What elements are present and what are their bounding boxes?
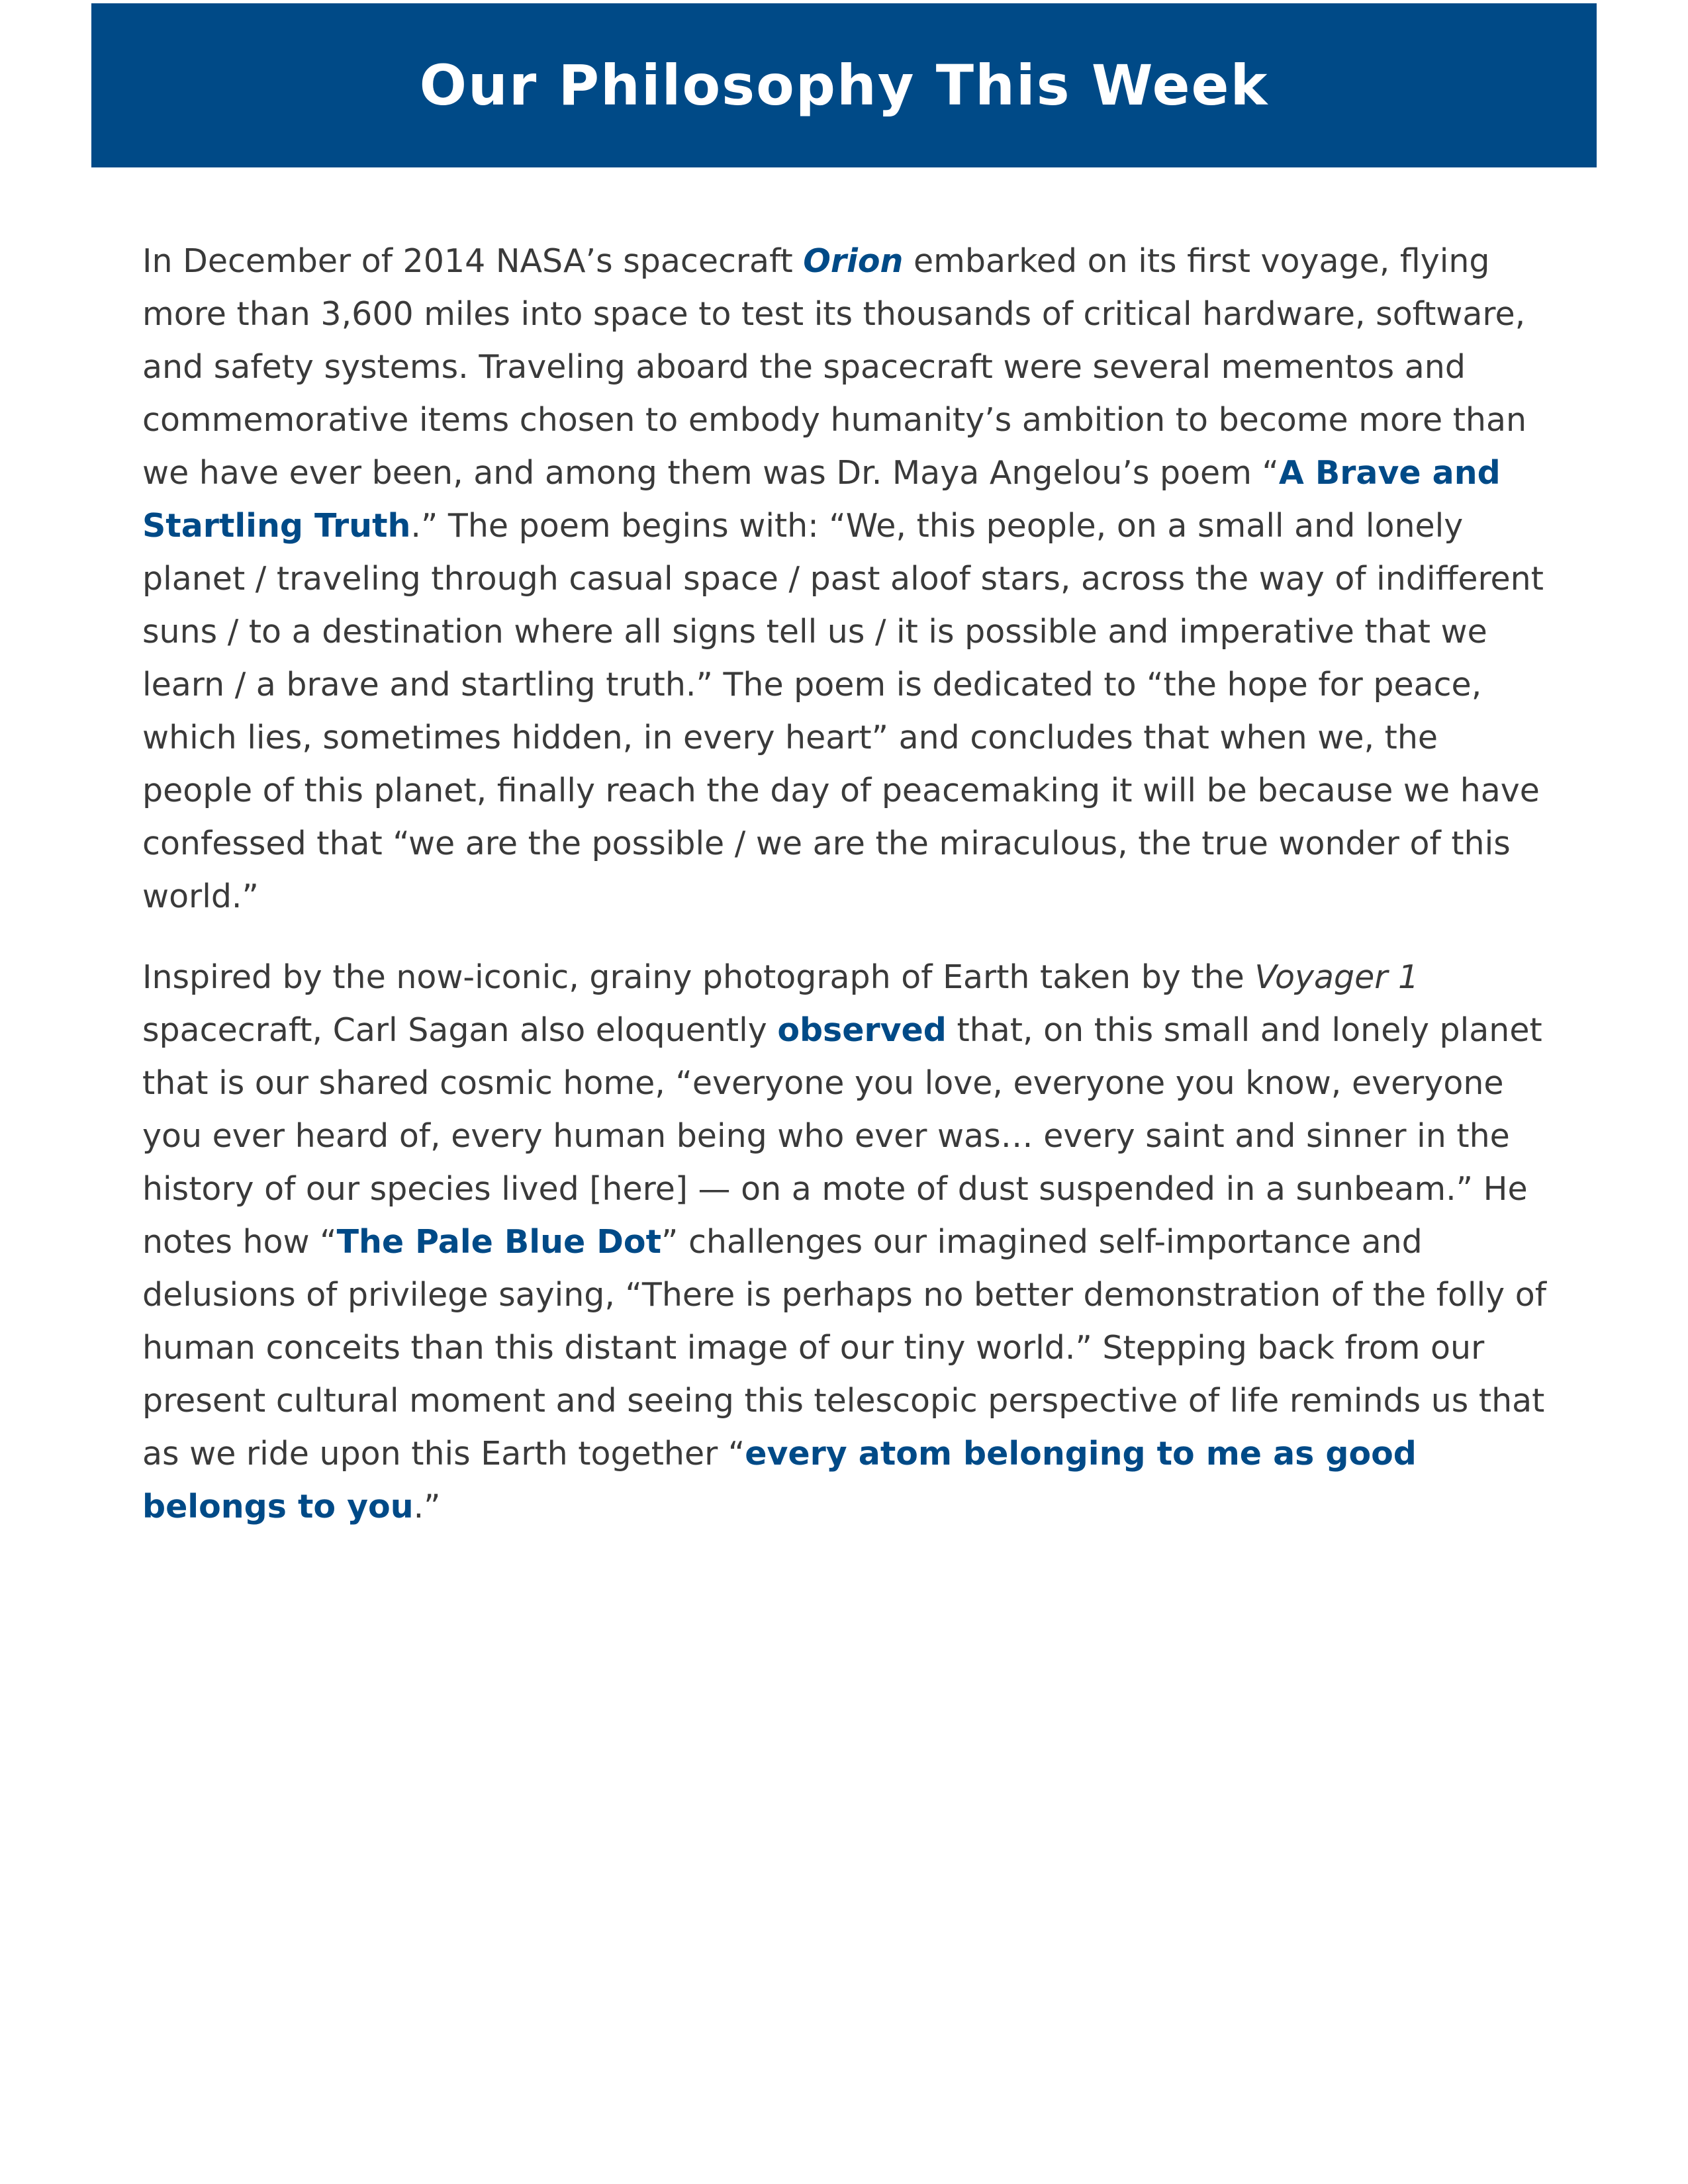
- paragraph-text: ” challenges our imagined self-importance and delusions of privilege saying, “There is perhaps no better demonstration of the folly of human conceits than this distant image of our tiny world.” Stepping back from our present cultural moment and seeing this telescopic perspective of life reminds us that as we ride upon this Earth together “: [142, 1223, 1546, 1473]
- header-banner: [91, 3, 1597, 167]
- brave-startling-truth-link[interactable]: A Brave and Startling Truth: [142, 454, 1501, 545]
- paragraph-text: Inspired by the now-iconic, grainy photograph of Earth taken by the: [142, 958, 1255, 996]
- paragraph-text: .”: [413, 1488, 441, 1525]
- pale-blue-dot-link[interactable]: The Pale Blue Dot: [336, 1223, 662, 1261]
- paragraph-text: that, on this small and lonely planet that is our shared cosmic home, “everyone you love, everyone you know, everyone you ever heard of, every human being who ever was… every saint and sinner in the history of our species lived [here] — on a mote of dust suspended in a sunbeam.” He notes how “: [142, 1011, 1542, 1261]
- paragraph-text: .” The poem begins with: “We, this people, on a small and lonely planet / traveling through casual space / past aloof stars, across the way of indifferent suns / to a destination where all signs tell us / it is possible and imperative that we learn / a brave and startling truth.” The poem is dedicated to “the hope for peace, which lies, sometimes hidden, in every heart” and concludes that when we, the people of this planet, finally reach the day of peacemaking it will be because we have confessed that “we are the possible / we are the miraculous, the true wonder of this world.”: [142, 507, 1544, 915]
- paragraph-text: embarked on its first voyage, flying more than 3,600 miles into space to test its thousands of critical hardware, software, and safety systems. Traveling aboard the spacecraft were several mementos and commemorative items chosen to embody humanity’s ambition to become more than we have ever been, and among them was Dr. Maya Angelou’s poem “: [142, 242, 1527, 492]
- observed-link[interactable]: observed: [777, 1011, 947, 1049]
- article-body: [142, 235, 1552, 1561]
- page-title: Our Philosophy This Week: [419, 53, 1269, 118]
- paragraph-sagan: [142, 951, 1552, 1533]
- every-atom-link[interactable]: every atom belonging to me as good belongs to you: [142, 1435, 1417, 1525]
- orion-link[interactable]: Orion: [803, 242, 904, 280]
- paragraph-text: spacecraft, Carl Sagan also eloquently: [142, 1011, 778, 1049]
- voyager-name: Voyager 1: [1254, 958, 1419, 996]
- paragraph-orion: [142, 235, 1552, 923]
- paragraph-text: In December of 2014 NASA’s spacecraft: [142, 242, 804, 280]
